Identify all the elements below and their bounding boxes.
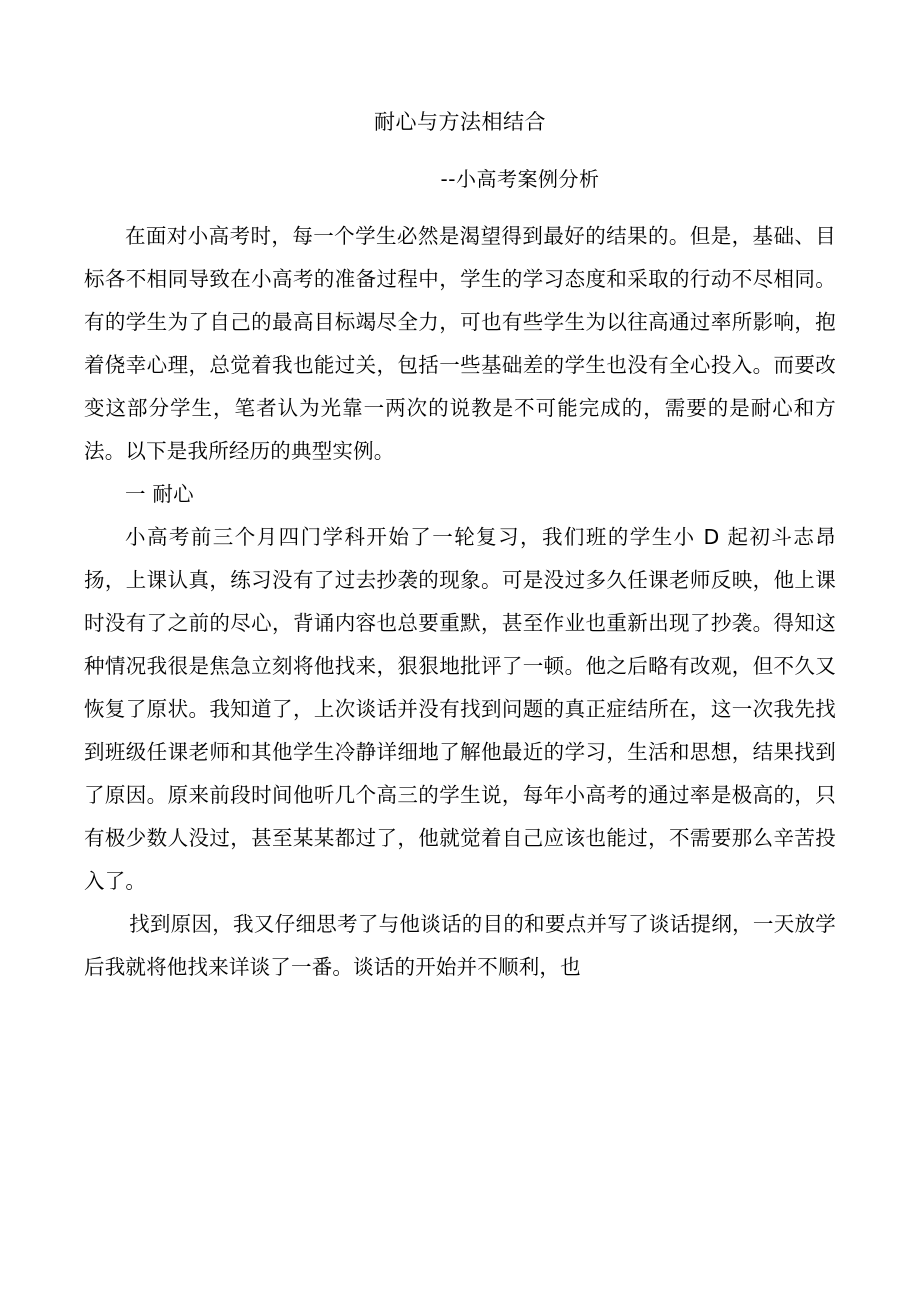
document-title: 耐心与方法相结合 [374, 110, 546, 134]
paragraph: 小高考前三个月四门学科开始了一轮复习，我们班的学生小 D 起初斗志昂扬，上课认真，练习没有了过去抄袭的现象。可是没过多久任课老师反映，他上课时没有了之前的尽心，背诵内容也总要重默，甚至作业也重新出现了抄袭。得知这种情况我很是焦急立刻将他找来，狠狠地批评了一顿。他之后略有改观，但不久又恢复了原状。我知道了，上次谈话并没有找到问题的真正症结所在，这一次我先找到班级任课老师和其他学生冷静详细地了解他最近的学习，生活和思想，结果找到了原因。原来前段时间他听几个高三的学生说，每年小高考的通过率是极高的，只有极少数人没过，甚至某某都过了，他就觉着自己应该也能过，不需要那么辛苦投入了。 [84, 525, 836, 894]
section-heading: 一 耐心 [125, 482, 194, 507]
paragraph: 在面对小高考时，每一个学生必然是渴望得到最好的结果的。但是，基础、目标各不相同导致在小高考的准备过程中，学生的学习态度和采取的行动不尽相同。有的学生为了自己的最高目标竭尽全力，可也有些学生为以往高通过率所影响，抱着侥幸心理，总觉着我也能过关，包括一些基础差的学生也没有全心投入。而要改变这部分学生，笔者认为光靠一两次的说教是不可能完成的，需要的是耐心和方法。以下是我所经历的典型实例。 [84, 224, 836, 464]
document-subtitle: --小高考案例分析 [440, 167, 600, 192]
document-body [84, 193, 836, 989]
paragraph: 找到原因，我又仔细思考了与他谈话的目的和要点并写了谈话提纲，一天放学后我就将他找来详谈了一番。谈话的开始并不顺利，也 [84, 912, 836, 980]
